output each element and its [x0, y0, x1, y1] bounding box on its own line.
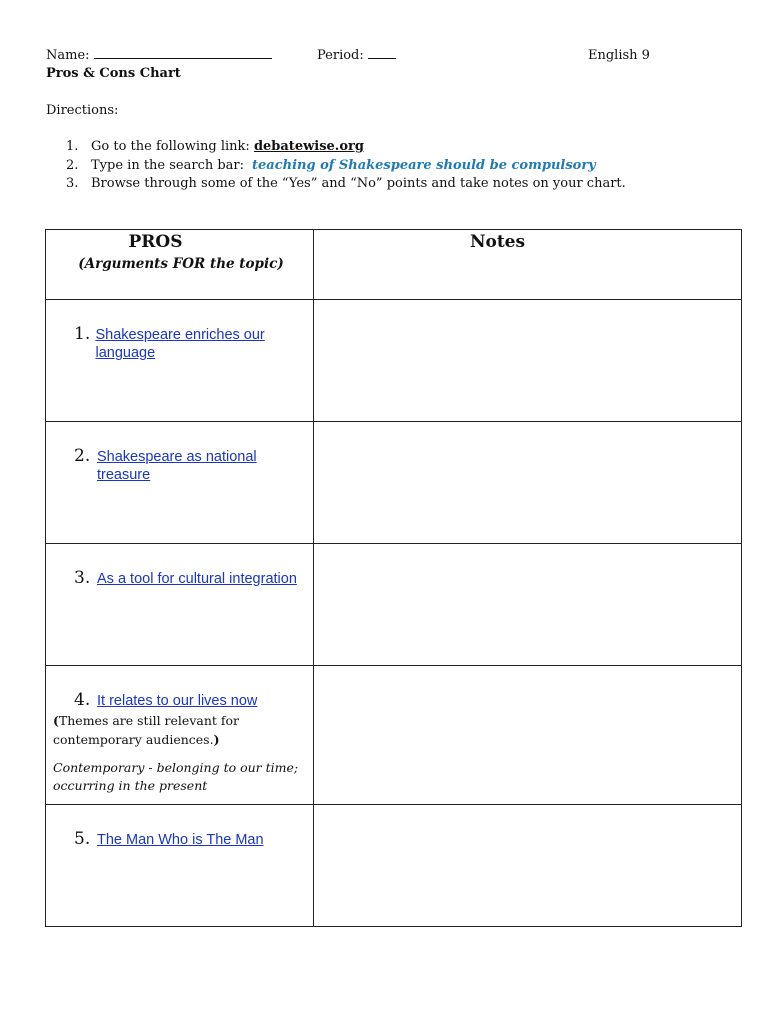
- notes-header-cell: [314, 230, 742, 300]
- notes-header: Notes: [469, 232, 526, 252]
- search-term: teaching of Shakespeare should be compulsory: [252, 157, 596, 173]
- pro-cell: [46, 544, 314, 666]
- notes-cell[interactable]: [314, 666, 742, 805]
- definition-note: Contemporary - belonging to our time; occurring in the present: [53, 760, 299, 793]
- item-number: 2.: [74, 446, 91, 466]
- table-row: [46, 422, 742, 544]
- table-row: [46, 666, 742, 805]
- pros-header: PROS: [128, 232, 183, 252]
- pro-cell: [46, 300, 314, 422]
- pros-subheader: (Arguments FOR the topic): [78, 256, 284, 272]
- notes-cell[interactable]: [314, 422, 742, 544]
- name-label: Name:: [46, 48, 90, 63]
- argument-link[interactable]: Shakespeare enriches our language: [95, 327, 265, 361]
- argument-link[interactable]: As a tool for cultural integration: [97, 571, 297, 587]
- directions-list: [66, 138, 626, 194]
- pro-cell: [46, 666, 314, 805]
- period-label: Period:: [317, 48, 364, 63]
- notes-cell[interactable]: [314, 300, 742, 422]
- item-number: 5.: [74, 829, 91, 849]
- pro-cell: [46, 422, 314, 544]
- page-title: Pros & Cons Chart: [46, 66, 181, 81]
- class-label: English 9: [588, 48, 650, 63]
- period-blank: [368, 57, 396, 59]
- direction-step: 2. Type in the search bar: teaching of Shakespeare should be compulsory: [66, 157, 626, 176]
- argument-note: (Themes are still relevant for contemporary audiences.): [53, 713, 240, 747]
- argument-link[interactable]: It relates to our lives now: [97, 693, 258, 709]
- name-blank: [94, 57, 272, 59]
- table-row: [46, 300, 742, 422]
- directions-label: Directions:: [46, 103, 119, 118]
- debatewise-link[interactable]: debatewise.org: [253, 139, 364, 154]
- notes-cell[interactable]: [314, 544, 742, 666]
- pros-chart-table: [45, 229, 742, 927]
- direction-step: 3. Browse through some of the “Yes” and “No” points and take notes on your chart.: [66, 176, 626, 191]
- table-row: [46, 544, 742, 666]
- pro-cell: [46, 805, 314, 927]
- period-field: [317, 48, 396, 63]
- table-header-row: [46, 230, 742, 300]
- item-number: 3.: [74, 568, 91, 588]
- argument-link[interactable]: Shakespeare as national treasure: [97, 449, 257, 483]
- table-row: [46, 805, 742, 927]
- argument-link[interactable]: The Man Who is The Man: [97, 832, 264, 848]
- direction-step: 1. Go to the following link: debatewise.org: [66, 138, 626, 157]
- notes-cell[interactable]: [314, 805, 742, 927]
- item-number: 1.: [74, 324, 91, 344]
- item-number: 4.: [74, 690, 91, 710]
- name-field: [46, 48, 272, 63]
